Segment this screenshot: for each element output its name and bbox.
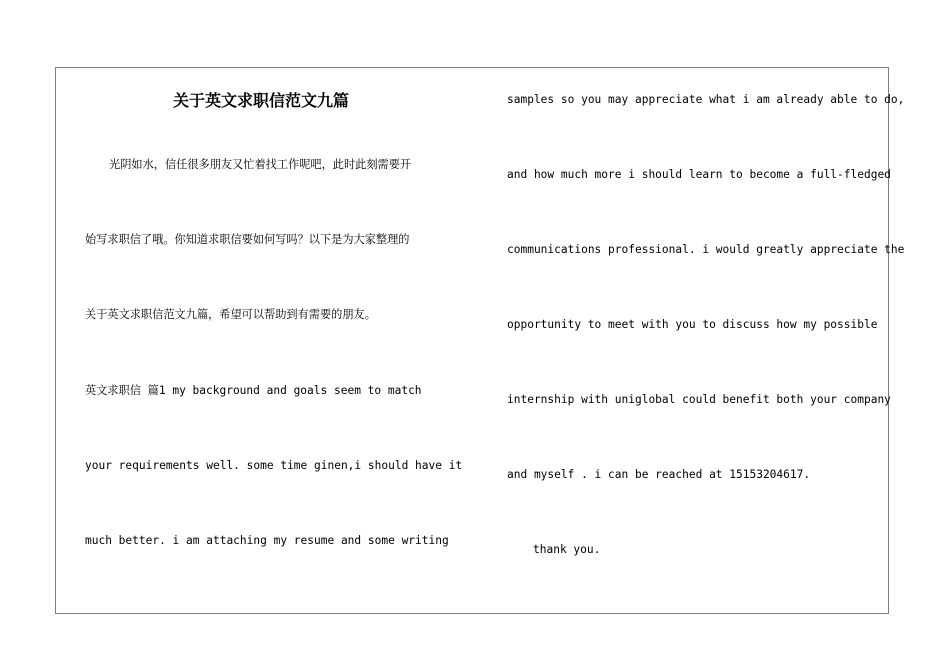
- right-line-2: and how much more i should learn to become a full-fledged: [507, 168, 891, 181]
- right-line-1: samples so you may appreciate what i am already able to do,: [507, 93, 905, 106]
- right-line-7: thank you.: [533, 543, 601, 556]
- right-line-5: internship with uniglobal could benefit both your company: [507, 393, 891, 406]
- page-frame: [55, 67, 889, 614]
- right-line-3: communications professional. i would greatly appreciate the: [507, 243, 905, 256]
- left-line-6: much better. i am attaching my resume and some writing: [85, 534, 449, 547]
- left-line-3: 关于英文求职信范文九篇，希望可以帮助到有需要的朋友。: [85, 308, 376, 321]
- left-line-5: your requirements well. some time ginen,i should have it: [85, 459, 463, 472]
- document-title: 关于英文求职信范文九篇: [172, 91, 349, 110]
- right-line-6: and myself . i can be reached at 15153204617.: [507, 468, 811, 481]
- left-line-1: 光阴如水，信任很多朋友又忙着找工作呢吧，此时此刻需要开: [109, 158, 412, 171]
- left-line-4: 英文求职信 篇1 my background and goals seem to match: [85, 384, 422, 397]
- right-line-4: opportunity to meet with you to discuss how my possible: [507, 318, 878, 331]
- left-line-2: 始写求职信了哦。你知道求职信要如何写吗？以下是为大家整理的: [85, 233, 410, 246]
